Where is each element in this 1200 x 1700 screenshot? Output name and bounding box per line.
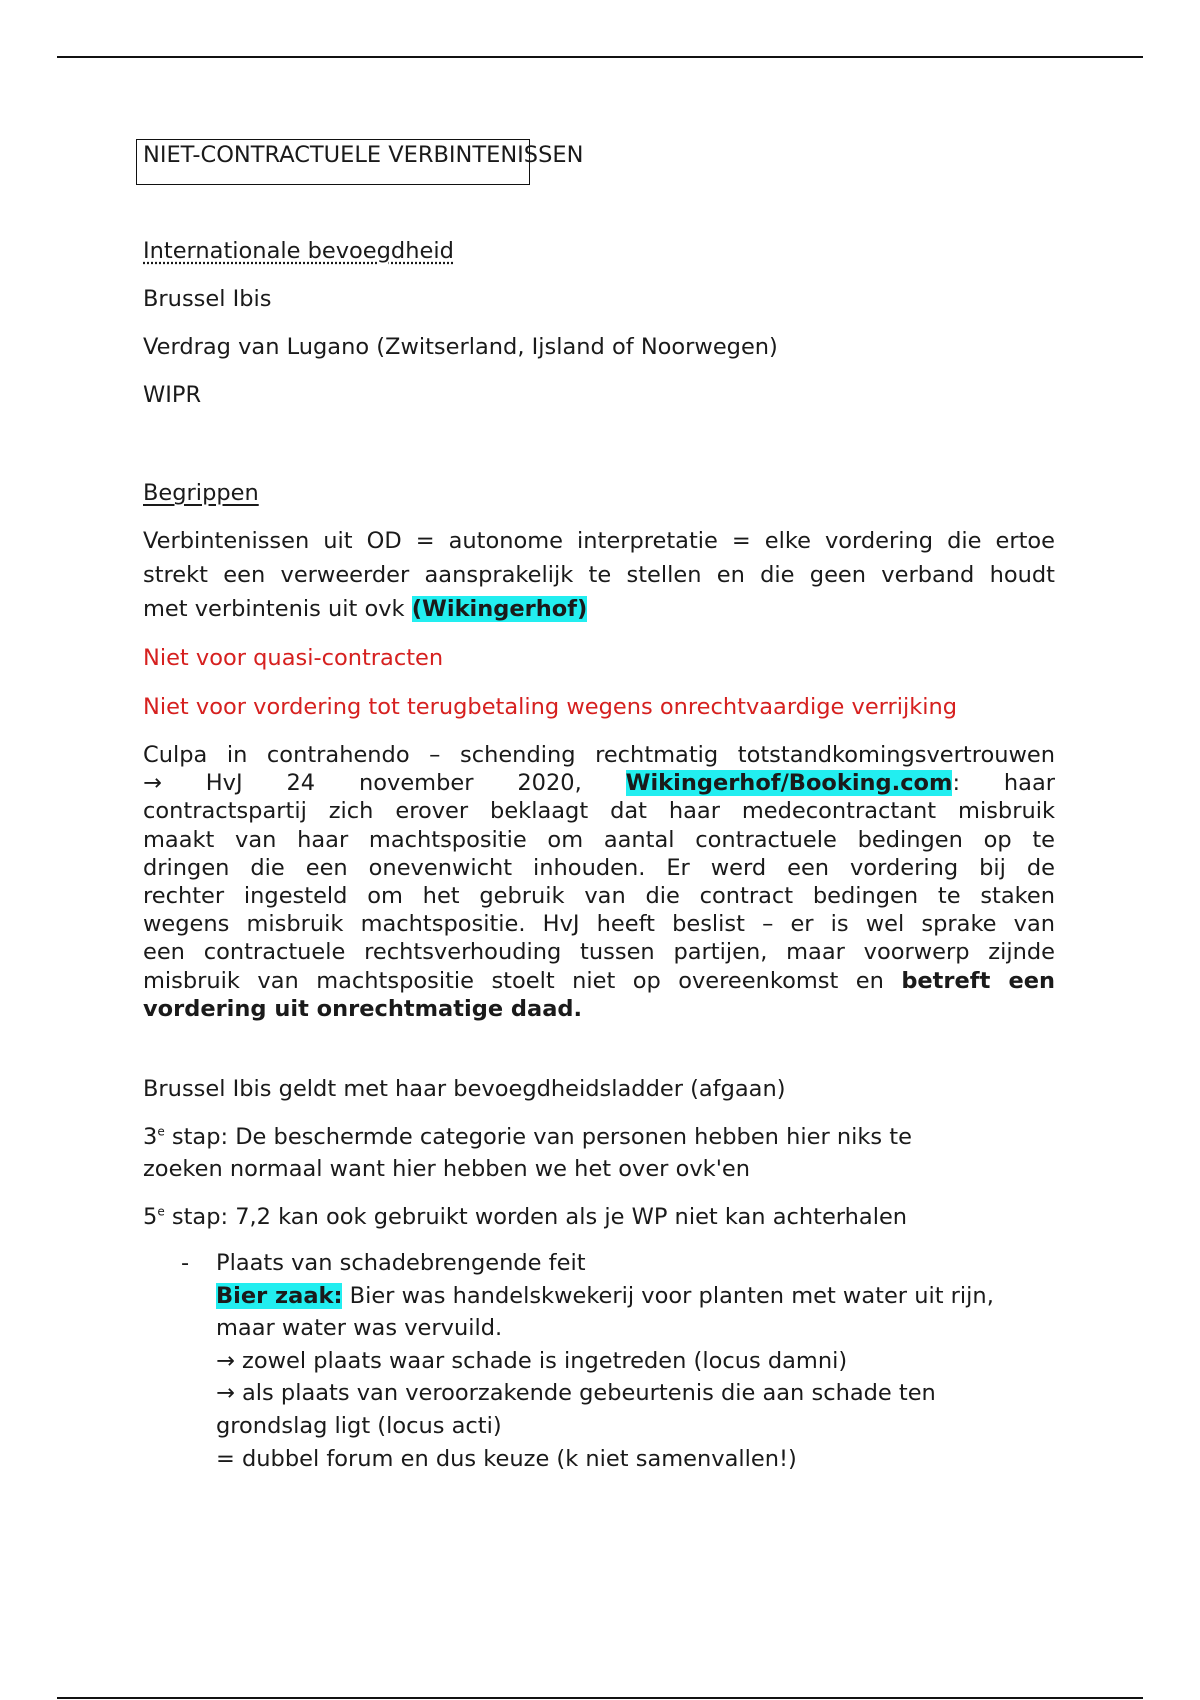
paragraph-line: dringen die een onevenwicht inhouden. Er werd een vordering bij de <box>143 854 1055 881</box>
red-note: Niet voor quasi-contracten <box>143 645 444 671</box>
paragraph-line: een contractuele rechtsverhouding tussen partijen, maar voorwerp zijnde <box>143 939 1055 966</box>
highlight-case: Wikingerhof/Booking.com <box>625 770 953 797</box>
step-text: stap: 7,2 kan ook gebruikt worden als je WP niet kan achterhalen <box>164 1204 908 1230</box>
bold-text: vordering uit onrechtmatige daad. <box>143 995 583 1022</box>
paragraph-line <box>143 596 1055 630</box>
paragraph-text: : haar <box>952 770 1055 797</box>
bullet-line: → als plaats van veroorzakende gebeurtenis die aan schade ten <box>216 1380 936 1407</box>
paragraph-line: rechter ingesteld om het gebruik van die contract bedingen te staken <box>143 882 1055 909</box>
red-note: Niet voor vordering tot terugbetaling wegens onrechtvaardige verrijking <box>143 694 958 720</box>
highlight-case: (Wikingerhof) <box>411 596 588 622</box>
bullet-line <box>216 1283 1066 1316</box>
paragraph-line: contractspartij zich erover beklaagt dat haar medecontractant misbruik <box>143 798 1055 825</box>
header-rule <box>57 56 1143 58</box>
list-item: Verdrag van Lugano (Zwitserland, Ijsland of Noorwegen) <box>143 334 778 360</box>
bullet-marker: - <box>181 1250 190 1276</box>
paragraph-text: misbruik van machtspositie stoelt niet op overeenkomst en <box>143 967 884 994</box>
step-number: 3 <box>143 1124 158 1150</box>
paragraph-line: maakt van haar machtspositie om aantal contractuele bedingen op te <box>143 826 1055 853</box>
paragraph-text: → HvJ 24 november 2020, <box>143 770 582 797</box>
paragraph-line: Verbintenissen uit OD = autonome interpretatie = elke vordering die ertoe <box>143 528 1055 554</box>
step-number: 5 <box>143 1204 158 1230</box>
bullet-line: = dubbel forum en dus keuze (k niet samenvallen!) <box>216 1445 797 1472</box>
section-heading-begrippen: Begrippen <box>143 480 259 506</box>
page-title: NIET-CONTRACTUELE VERBINTENISSEN <box>143 142 584 168</box>
step-superscript: e <box>157 1124 165 1139</box>
step-superscript: e <box>157 1204 165 1219</box>
paragraph-culpa <box>143 742 1055 1024</box>
paragraph-line: Culpa in contrahendo – schending rechtmatig totstandkomingsvertrouwen <box>143 742 1055 768</box>
paragraph-ladder: Brussel Ibis geldt met haar bevoegdheidsladder (afgaan) <box>143 1076 786 1102</box>
paragraph-text: met verbintenis uit ovk <box>143 596 405 622</box>
step-text: stap: De beschermde categorie van personen hebben hier niks te <box>164 1124 912 1150</box>
paragraph-definition <box>143 528 1055 630</box>
section-heading-international: Internationale bevoegdheid <box>143 238 454 264</box>
paragraph-line: strekt een verweerder aansprakelijk te stellen en die geen verband houdt <box>143 562 1055 588</box>
step-3 <box>143 1124 912 1150</box>
bullet-title: Plaats van schadebrengende feit <box>216 1250 586 1276</box>
list-item: Brussel Ibis <box>143 286 272 312</box>
paragraph-line <box>143 968 1055 996</box>
list-item: WIPR <box>143 382 202 408</box>
step-5 <box>143 1204 907 1230</box>
highlight-case: Bier zaak: <box>216 1282 343 1309</box>
bullet-line: maar water was vervuild. <box>216 1315 503 1342</box>
paragraph-line <box>143 770 1055 798</box>
bullet-line: grondslag ligt (locus acti) <box>216 1412 502 1439</box>
paragraph-line: wegens misbruik machtspositie. HvJ heeft beslist – er is wel sprake van <box>143 911 1055 938</box>
bullet-line: → zowel plaats waar schade is ingetreden (locus damni) <box>216 1347 848 1374</box>
bullet-text: Bier was handelskwekerij voor planten met water uit rijn, <box>342 1282 994 1309</box>
step-3-continued: zoeken normaal want hier hebben we het over ovk'en <box>143 1156 750 1182</box>
bold-text: betreft een <box>901 967 1055 994</box>
footer-rule <box>57 1697 1143 1699</box>
bullet-item <box>216 1250 1066 1478</box>
